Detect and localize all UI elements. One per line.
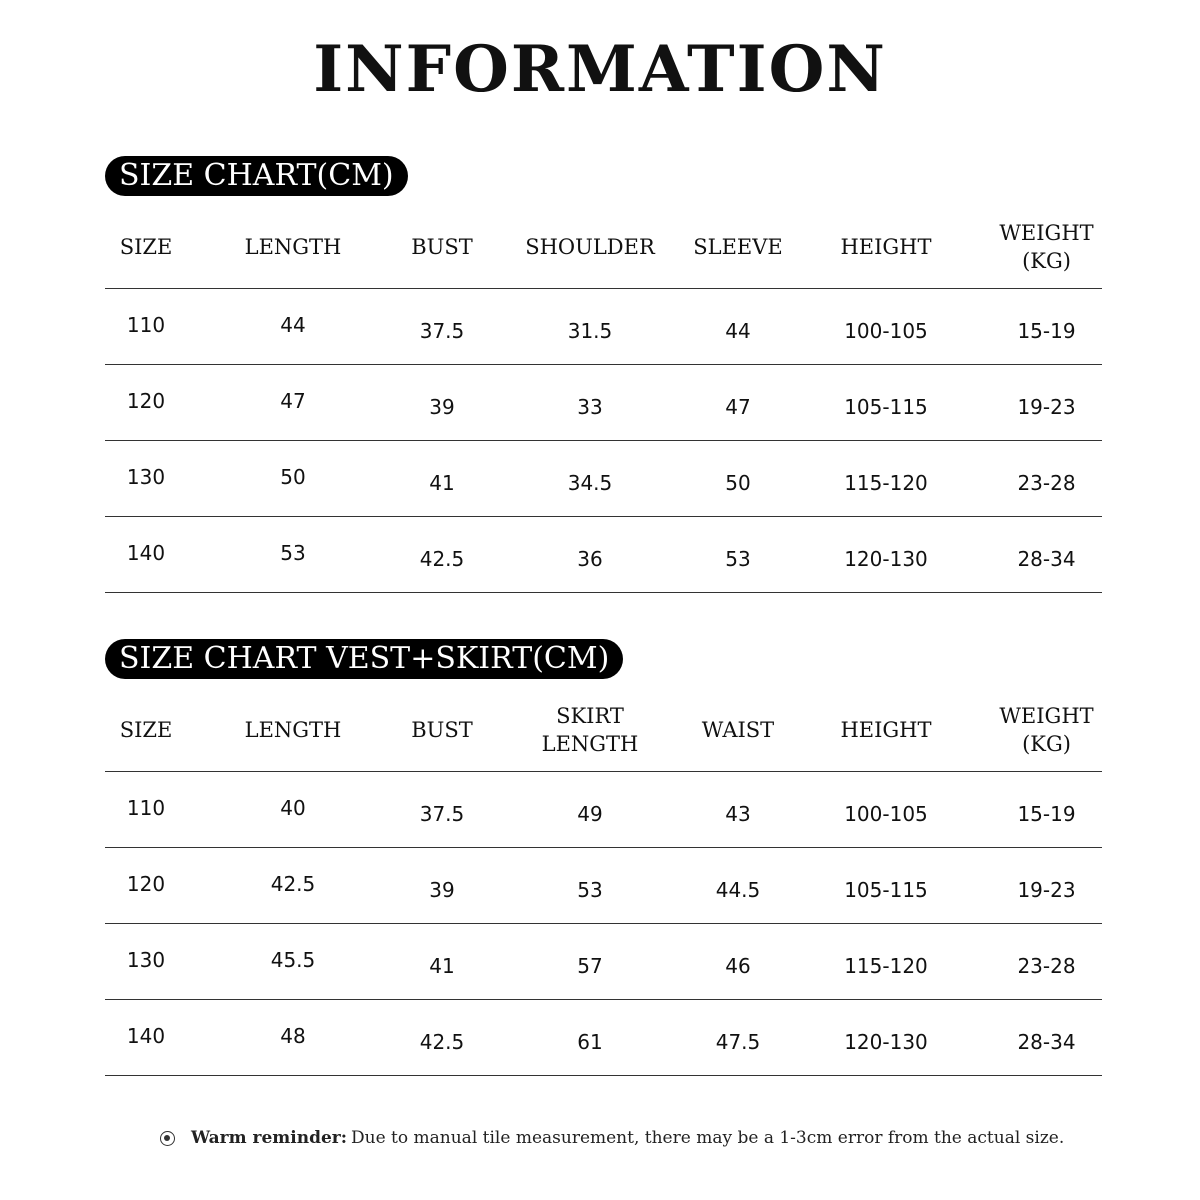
- table-cell: 100-105: [844, 802, 928, 826]
- table-cell: 47: [280, 389, 306, 413]
- table-header-row: [105, 688, 1102, 772]
- table-cell: 36: [577, 547, 603, 571]
- table-cell: 100-105: [844, 319, 928, 343]
- page-title: INFORMATION: [313, 32, 887, 107]
- column-header-height: HEIGHT: [840, 717, 932, 742]
- table-cell: 44.5: [715, 878, 761, 902]
- table-cell: 45.5: [270, 948, 316, 972]
- table-cell: 120-130: [844, 1030, 928, 1054]
- table-cell: 115-120: [844, 954, 928, 978]
- table-row: [105, 517, 1102, 593]
- table-cell: 39: [429, 878, 455, 902]
- table-cell: 49: [577, 802, 603, 826]
- table-cell: 130: [126, 948, 166, 972]
- table-cell: 41: [429, 471, 455, 495]
- column-header-shoulder: SHOULDER: [525, 234, 655, 259]
- table-cell: 23-28: [1017, 954, 1076, 978]
- table-cell: 46: [725, 954, 751, 978]
- table-cell: 39: [429, 395, 455, 419]
- column-header-length: LENGTH: [244, 234, 342, 259]
- reminder-text: Due to manual tile measurement, there may be a 1-3cm error from the actual size.: [351, 1128, 1065, 1148]
- radio-bullet-icon: [160, 1131, 175, 1146]
- table-cell: 34.5: [567, 471, 613, 495]
- table-row: [105, 365, 1102, 441]
- table-cell: 53: [577, 878, 603, 902]
- table-cell: 40: [280, 796, 306, 820]
- table-cell: 19-23: [1017, 395, 1076, 419]
- table-cell: 130: [126, 465, 166, 489]
- vest-skirt-chart-label: SIZE CHART VEST+SKIRT(CM): [105, 639, 623, 679]
- column-header-size: SIZE: [119, 234, 173, 259]
- reminder-label: Warm reminder:: [191, 1128, 348, 1148]
- table-cell: 140: [126, 1024, 166, 1048]
- table-cell: 61: [577, 1030, 603, 1054]
- table-row: [105, 1000, 1102, 1076]
- column-header-size: SIZE: [119, 717, 173, 742]
- column-header-height: HEIGHT: [840, 234, 932, 259]
- table-cell: 120-130: [844, 547, 928, 571]
- table-cell: 120: [126, 872, 166, 896]
- table-cell: 15-19: [1017, 802, 1076, 826]
- size-chart-label: SIZE CHART(CM): [105, 156, 408, 196]
- table-cell: 110: [126, 313, 166, 337]
- table-cell: 42.5: [419, 547, 465, 571]
- column-header-length: LENGTH: [244, 717, 342, 742]
- table-cell: 37.5: [419, 319, 465, 343]
- table-cell: 42.5: [270, 872, 316, 896]
- table-cell: 140: [126, 541, 166, 565]
- table-cell: 23-28: [1017, 471, 1076, 495]
- table-cell: 53: [280, 541, 306, 565]
- table-cell: 28-34: [1017, 1030, 1076, 1054]
- table-cell: 105-115: [844, 395, 928, 419]
- table-row: [105, 289, 1102, 365]
- table-cell: 44: [725, 319, 751, 343]
- table-row: [105, 441, 1102, 517]
- table-cell: 120: [126, 389, 166, 413]
- table-cell: 115-120: [844, 471, 928, 495]
- table-row: [105, 924, 1102, 1000]
- table-cell: 47: [725, 395, 751, 419]
- table-cell: 42.5: [419, 1030, 465, 1054]
- table-cell: 110: [126, 796, 166, 820]
- column-header-weight: WEIGHT (KG): [999, 220, 1094, 273]
- column-header-weight: WEIGHT (KG): [999, 703, 1094, 756]
- table-cell: 50: [280, 465, 306, 489]
- table-row: [105, 848, 1102, 924]
- table-cell: 43: [725, 802, 751, 826]
- table-cell: 28-34: [1017, 547, 1076, 571]
- size-chart-table: [105, 205, 1102, 593]
- column-header-skirt-length: SKIRT LENGTH: [541, 703, 639, 756]
- column-header-sleeve: SLEEVE: [693, 234, 783, 259]
- column-header-bust: BUST: [411, 234, 473, 259]
- table-cell: 15-19: [1017, 319, 1076, 343]
- table-cell: 37.5: [419, 802, 465, 826]
- table-cell: 105-115: [844, 878, 928, 902]
- column-header-waist: WAIST: [701, 717, 775, 742]
- table-cell: 48: [280, 1024, 306, 1048]
- table-cell: 47.5: [715, 1030, 761, 1054]
- table-cell: 19-23: [1017, 878, 1076, 902]
- table-cell: 53: [725, 547, 751, 571]
- table-cell: 57: [577, 954, 603, 978]
- table-cell: 33: [577, 395, 603, 419]
- table-header-row: [105, 205, 1102, 289]
- table-cell: 31.5: [567, 319, 613, 343]
- warm-reminder: [160, 1128, 1100, 1148]
- column-header-bust: BUST: [411, 717, 473, 742]
- table-row: [105, 772, 1102, 848]
- table-cell: 44: [280, 313, 306, 337]
- vest-skirt-chart-table: [105, 688, 1102, 1076]
- table-cell: 41: [429, 954, 455, 978]
- table-cell: 50: [725, 471, 751, 495]
